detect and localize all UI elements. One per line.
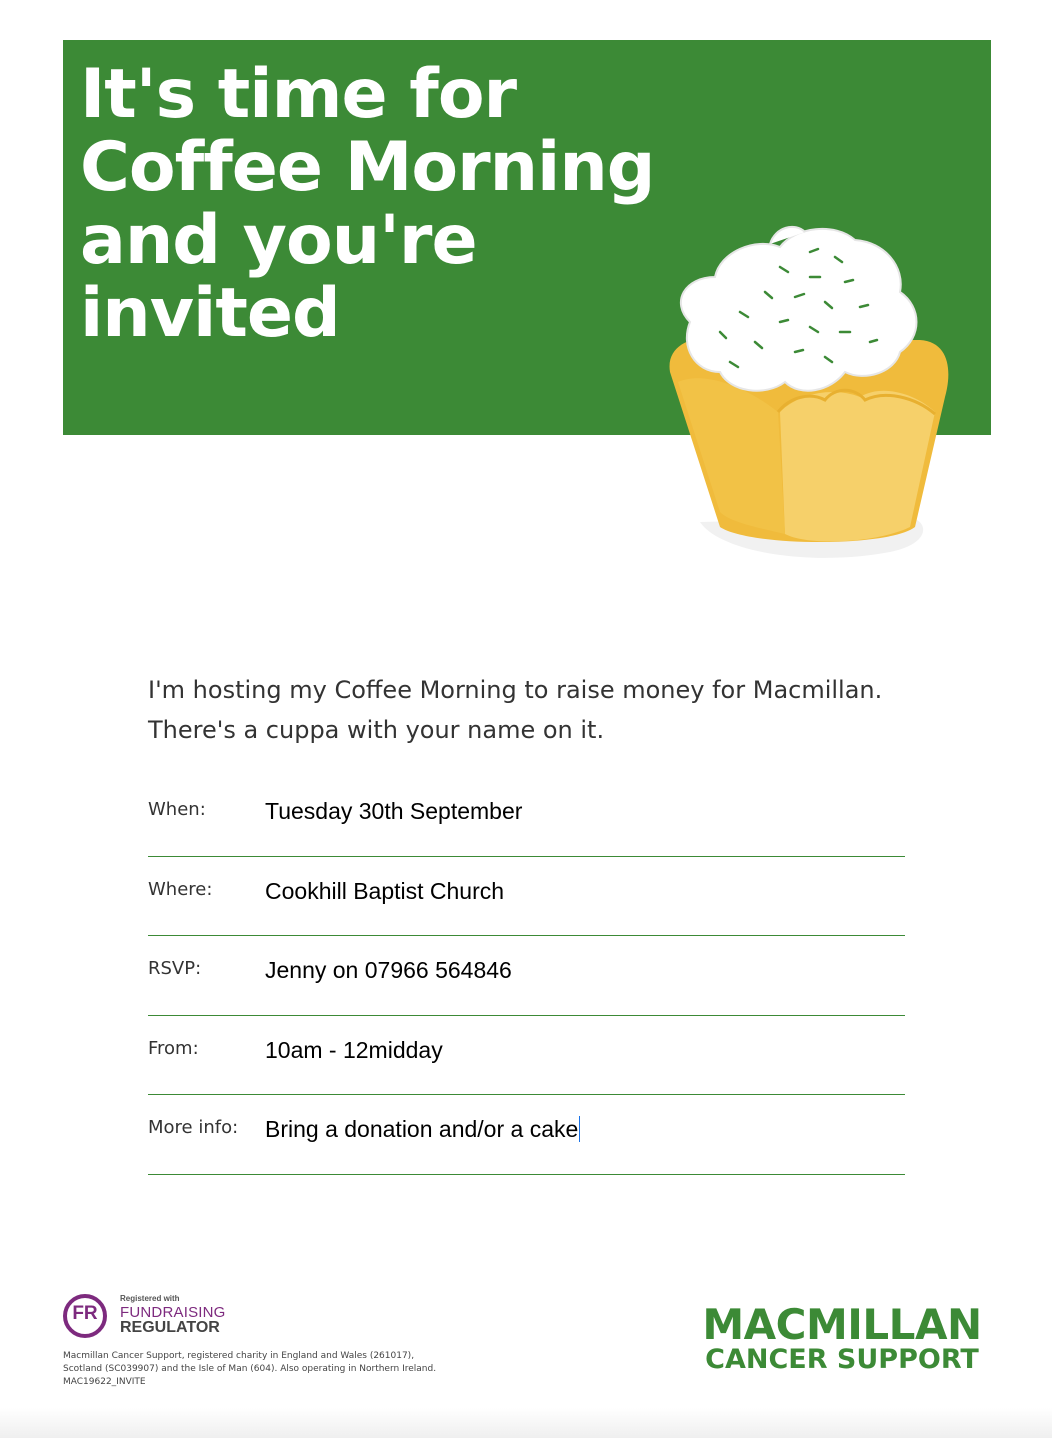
when-label: When: [148, 799, 206, 820]
macmillan-logo [692, 1300, 992, 1375]
fr-registered-text: Registered with [120, 1294, 180, 1303]
from-label: From: [148, 1037, 199, 1059]
more-info-text: Bring a donation and/or a cake [265, 1116, 579, 1142]
headline-line-3: and you're [80, 201, 477, 280]
page-edge-shadow [0, 1408, 1052, 1438]
headline-line-4: invited [80, 274, 340, 353]
legal-line-2: Scotland (SC039907) and the Isle of Man (604). Also operating in Northern Ireland. [63, 1364, 437, 1374]
detail-row-rsvp [148, 936, 905, 1016]
detail-row-more-info [148, 1095, 905, 1175]
fundraising-regulator-logo [63, 1293, 233, 1339]
headline-line-2: Coffee Morning [80, 128, 655, 207]
brand-name: MACMILLAN [702, 1300, 982, 1349]
rsvp-field[interactable]: Jenny on 07966 564846 [265, 957, 512, 983]
detail-row-where [148, 857, 905, 937]
detail-row-from [148, 1016, 905, 1096]
cupcake-icon [660, 222, 960, 567]
brand-tagline: CANCER SUPPORT [705, 1344, 979, 1375]
fr-fundraising-text: FUNDRAISING [120, 1304, 226, 1321]
rsvp-label: RSVP: [148, 958, 202, 979]
more-info-field[interactable] [265, 1116, 580, 1143]
headline [80, 55, 680, 353]
event-details [148, 777, 905, 1175]
where-label: Where: [148, 878, 213, 900]
legal-line-3: MAC19622_INVITE [63, 1377, 146, 1387]
legal-line-1: Macmillan Cancer Support, registered charity in England and Wales (261017), [63, 1351, 415, 1361]
legal-text [63, 1350, 523, 1389]
text-cursor [579, 1116, 580, 1142]
detail-row-when [148, 777, 905, 857]
fr-letters: FR [72, 1303, 98, 1324]
more-info-label: More info: [148, 1117, 239, 1138]
when-field[interactable]: Tuesday 30th September [265, 798, 523, 824]
intro-line-2: There's a cuppa with your name on it. [148, 716, 605, 744]
intro-line-1: I'm hosting my Coffee Morning to raise money for Macmillan. [148, 676, 883, 704]
where-field[interactable]: Cookhill Baptist Church [265, 877, 505, 904]
headline-line-1: It's time for [80, 55, 517, 134]
intro-text [148, 670, 948, 750]
from-field[interactable]: 10am - 12midday [265, 1036, 443, 1063]
fr-regulator-text: REGULATOR [120, 1319, 220, 1336]
